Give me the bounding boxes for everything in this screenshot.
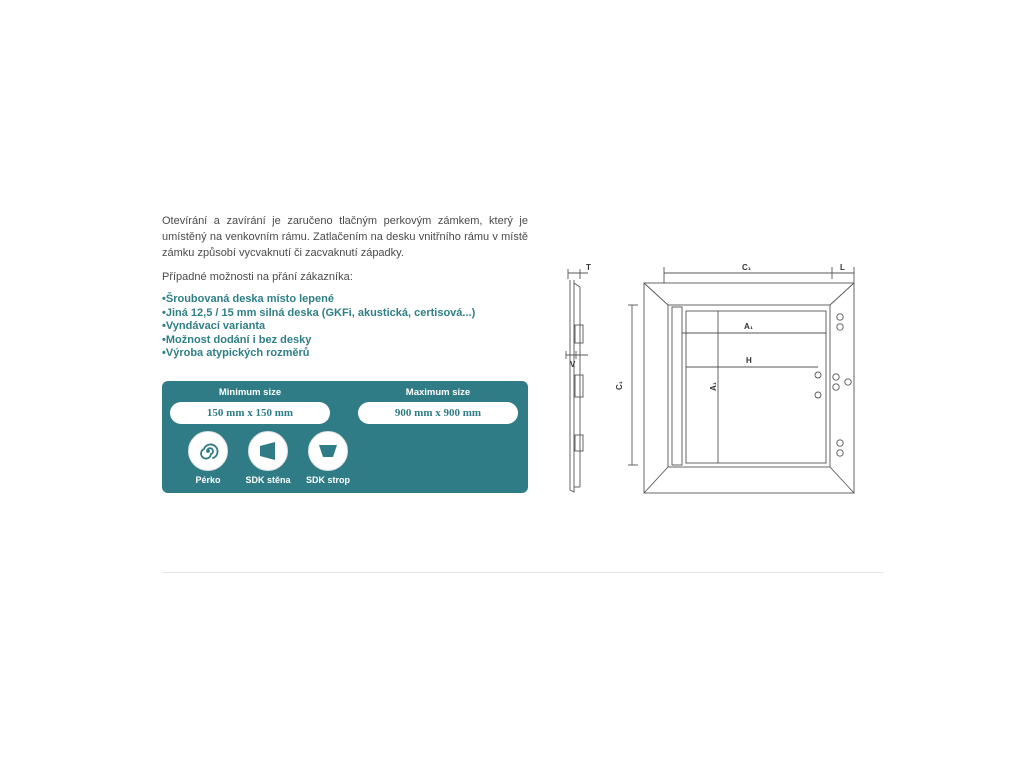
max-size-value: 900 mm x 900 mm bbox=[358, 402, 518, 424]
list-item: • Jiná 12,5 / 15 mm silná deska (GKFi, akustická, certisová...) bbox=[162, 307, 528, 321]
list-item: • Šroubovaná deska místo lepené bbox=[162, 293, 528, 307]
options-title: Případné možnosti na přání zákazníka: bbox=[162, 271, 353, 283]
maximum-size bbox=[358, 387, 518, 424]
type-label: Pérko bbox=[195, 475, 221, 485]
divider bbox=[162, 572, 884, 573]
label-v: V bbox=[570, 360, 576, 369]
min-size-label: Minimum size bbox=[218, 387, 282, 398]
max-size-label: Maximum size bbox=[405, 387, 471, 398]
spring-icon bbox=[188, 431, 228, 471]
intro-text: Otevírání a zavírání je zaručeno tlačným perkovým zámkem, který je umístěný na venkovním rámu. Zatlačením na desku vnitřního rámu v místě zámku způsobí vycvaknutí či zacvaknutí západky. bbox=[162, 215, 528, 259]
type-label: SDK stěna bbox=[245, 475, 291, 485]
size-panel bbox=[162, 381, 528, 493]
description-block bbox=[162, 213, 528, 361]
list-item: • Vyndávací varianta bbox=[162, 320, 528, 334]
list-item: • Možnost dodání i bez desky bbox=[162, 334, 528, 348]
technical-drawing bbox=[540, 255, 870, 505]
label-a1: A₁ bbox=[744, 322, 754, 331]
min-size-value: 150 mm x 150 mm bbox=[170, 402, 330, 424]
label-t: T bbox=[586, 263, 591, 272]
wall-icon bbox=[248, 431, 288, 471]
label-c1-top: C₁ bbox=[742, 263, 752, 272]
type-sdk-strop bbox=[298, 431, 358, 485]
type-label: SDK strop bbox=[305, 475, 350, 485]
ceiling-icon bbox=[308, 431, 348, 471]
type-perko bbox=[178, 431, 238, 485]
options-list bbox=[162, 293, 528, 361]
type-sdk-stena bbox=[238, 431, 298, 485]
label-c1-side: C₁ bbox=[615, 380, 624, 390]
minimum-size bbox=[170, 387, 330, 424]
label-a1-side: A₁ bbox=[709, 381, 718, 391]
label-l: L bbox=[840, 263, 845, 272]
list-item: • Výroba atypických rozměrů bbox=[162, 347, 528, 361]
label-h: H bbox=[746, 356, 752, 365]
